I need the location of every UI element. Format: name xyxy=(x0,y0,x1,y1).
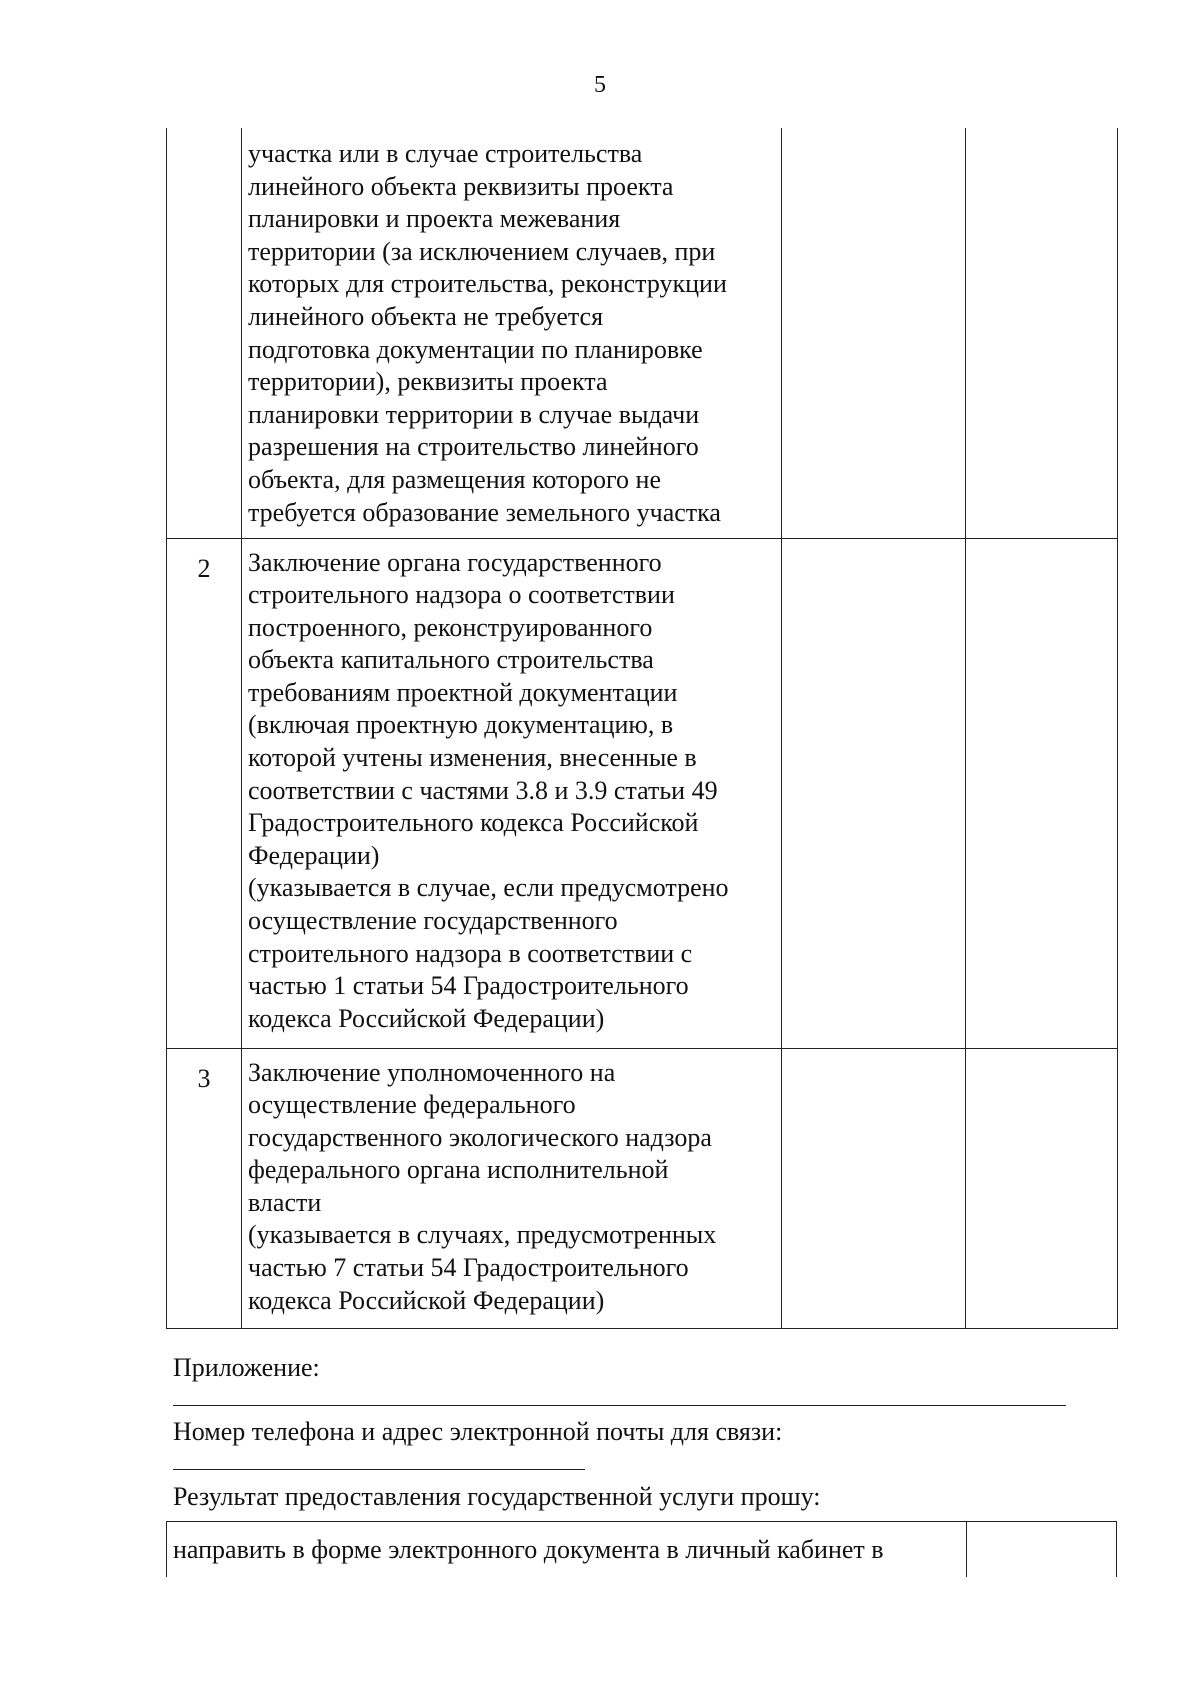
description-line: Градостроительного кодекса Российской xyxy=(248,808,699,838)
description-line: территории (за исключением случаев, при xyxy=(248,236,716,266)
description-line: кодекса Российской Федерации) xyxy=(248,1285,605,1315)
description-line: частью 1 статьи 54 Градостроительного xyxy=(248,971,689,1001)
description-line: которой учтены изменения, внесенные в xyxy=(248,743,697,773)
attachment-line[interactable] xyxy=(173,1405,1066,1406)
description-line: подготовка документации по планировке xyxy=(248,334,703,364)
description-line: осуществление федерального xyxy=(248,1090,576,1120)
description-line: планировки и проекта межевания xyxy=(248,204,621,234)
description-line: (указывается в случае, если предусмотрено xyxy=(248,873,729,903)
empty-cell-details[interactable] xyxy=(782,1048,966,1328)
row-number xyxy=(167,128,242,538)
empty-cell-date[interactable] xyxy=(966,1048,1118,1328)
description-line: осуществление государственного xyxy=(248,906,618,936)
row-number: 3 xyxy=(167,1048,242,1328)
contact-label: Номер телефона и адрес электронной почты для связи: xyxy=(173,1417,783,1446)
description-line: Заключение органа государственного xyxy=(248,547,662,577)
row-number: 2 xyxy=(167,538,242,1048)
result-option-divider xyxy=(966,1521,967,1577)
contact-line[interactable] xyxy=(173,1469,585,1470)
description-line: линейного объекта реквизиты проекта xyxy=(248,171,674,201)
row-description xyxy=(242,538,782,1048)
empty-cell-date[interactable] xyxy=(966,128,1118,538)
table-row xyxy=(167,128,1118,538)
description-line: требованиям проектной документации xyxy=(248,677,678,707)
documents-table xyxy=(166,128,1118,1329)
description-line: требуется образование земельного участка xyxy=(248,497,721,527)
result-option-electronic: направить в форме электронного документа в личный кабинет в xyxy=(173,1535,884,1564)
description-line: строительного надзора в соответствии с xyxy=(248,938,693,968)
description-line: объекта, для размещения которого не xyxy=(248,464,661,494)
row-description xyxy=(242,128,782,538)
description-line: Федерации) xyxy=(248,840,380,870)
description-line: кодекса Российской Федерации) xyxy=(248,1003,605,1033)
description-line: построенного, реконструированного xyxy=(248,612,653,642)
description-line: участка или в случае строительства xyxy=(248,139,643,168)
description-line: строительного надзора о соответствии xyxy=(248,580,675,610)
description-line: территории), реквизиты проекта xyxy=(248,367,608,397)
description-line: федерального органа исполнительной xyxy=(248,1155,669,1185)
description-line: (включая проектную документацию, в xyxy=(248,710,674,740)
attachment-label: Приложение: xyxy=(173,1353,320,1382)
empty-cell-date[interactable] xyxy=(966,538,1118,1048)
description-line: власти xyxy=(248,1187,322,1217)
description-line: соответствии с частями 3.8 и 3.9 статьи 49 xyxy=(248,775,718,805)
result-label: Результат предоставления государственной услуги прошу: xyxy=(173,1482,821,1511)
description-line: государственного экологического надзора xyxy=(248,1122,712,1152)
empty-cell-details[interactable] xyxy=(782,128,966,538)
table-row xyxy=(167,538,1118,1048)
description-line: частью 7 статьи 54 Градостроительного xyxy=(248,1253,689,1283)
description-line: линейного объекта не требуется xyxy=(248,301,604,331)
description-line: Заключение уполномоченного на xyxy=(248,1057,616,1087)
table-row xyxy=(167,1048,1118,1328)
row-description xyxy=(242,1048,782,1328)
description-line: которых для строительства, реконструкции xyxy=(248,269,727,299)
description-line: (указывается в случаях, предусмотренных xyxy=(248,1220,717,1250)
description-line: разрешения на строительство линейного xyxy=(248,432,699,462)
description-line: объекта капитального строительства xyxy=(248,645,654,675)
description-line: планировки территории в случае выдачи xyxy=(248,399,700,429)
empty-cell-details[interactable] xyxy=(782,538,966,1048)
page-number: 5 xyxy=(594,72,606,98)
